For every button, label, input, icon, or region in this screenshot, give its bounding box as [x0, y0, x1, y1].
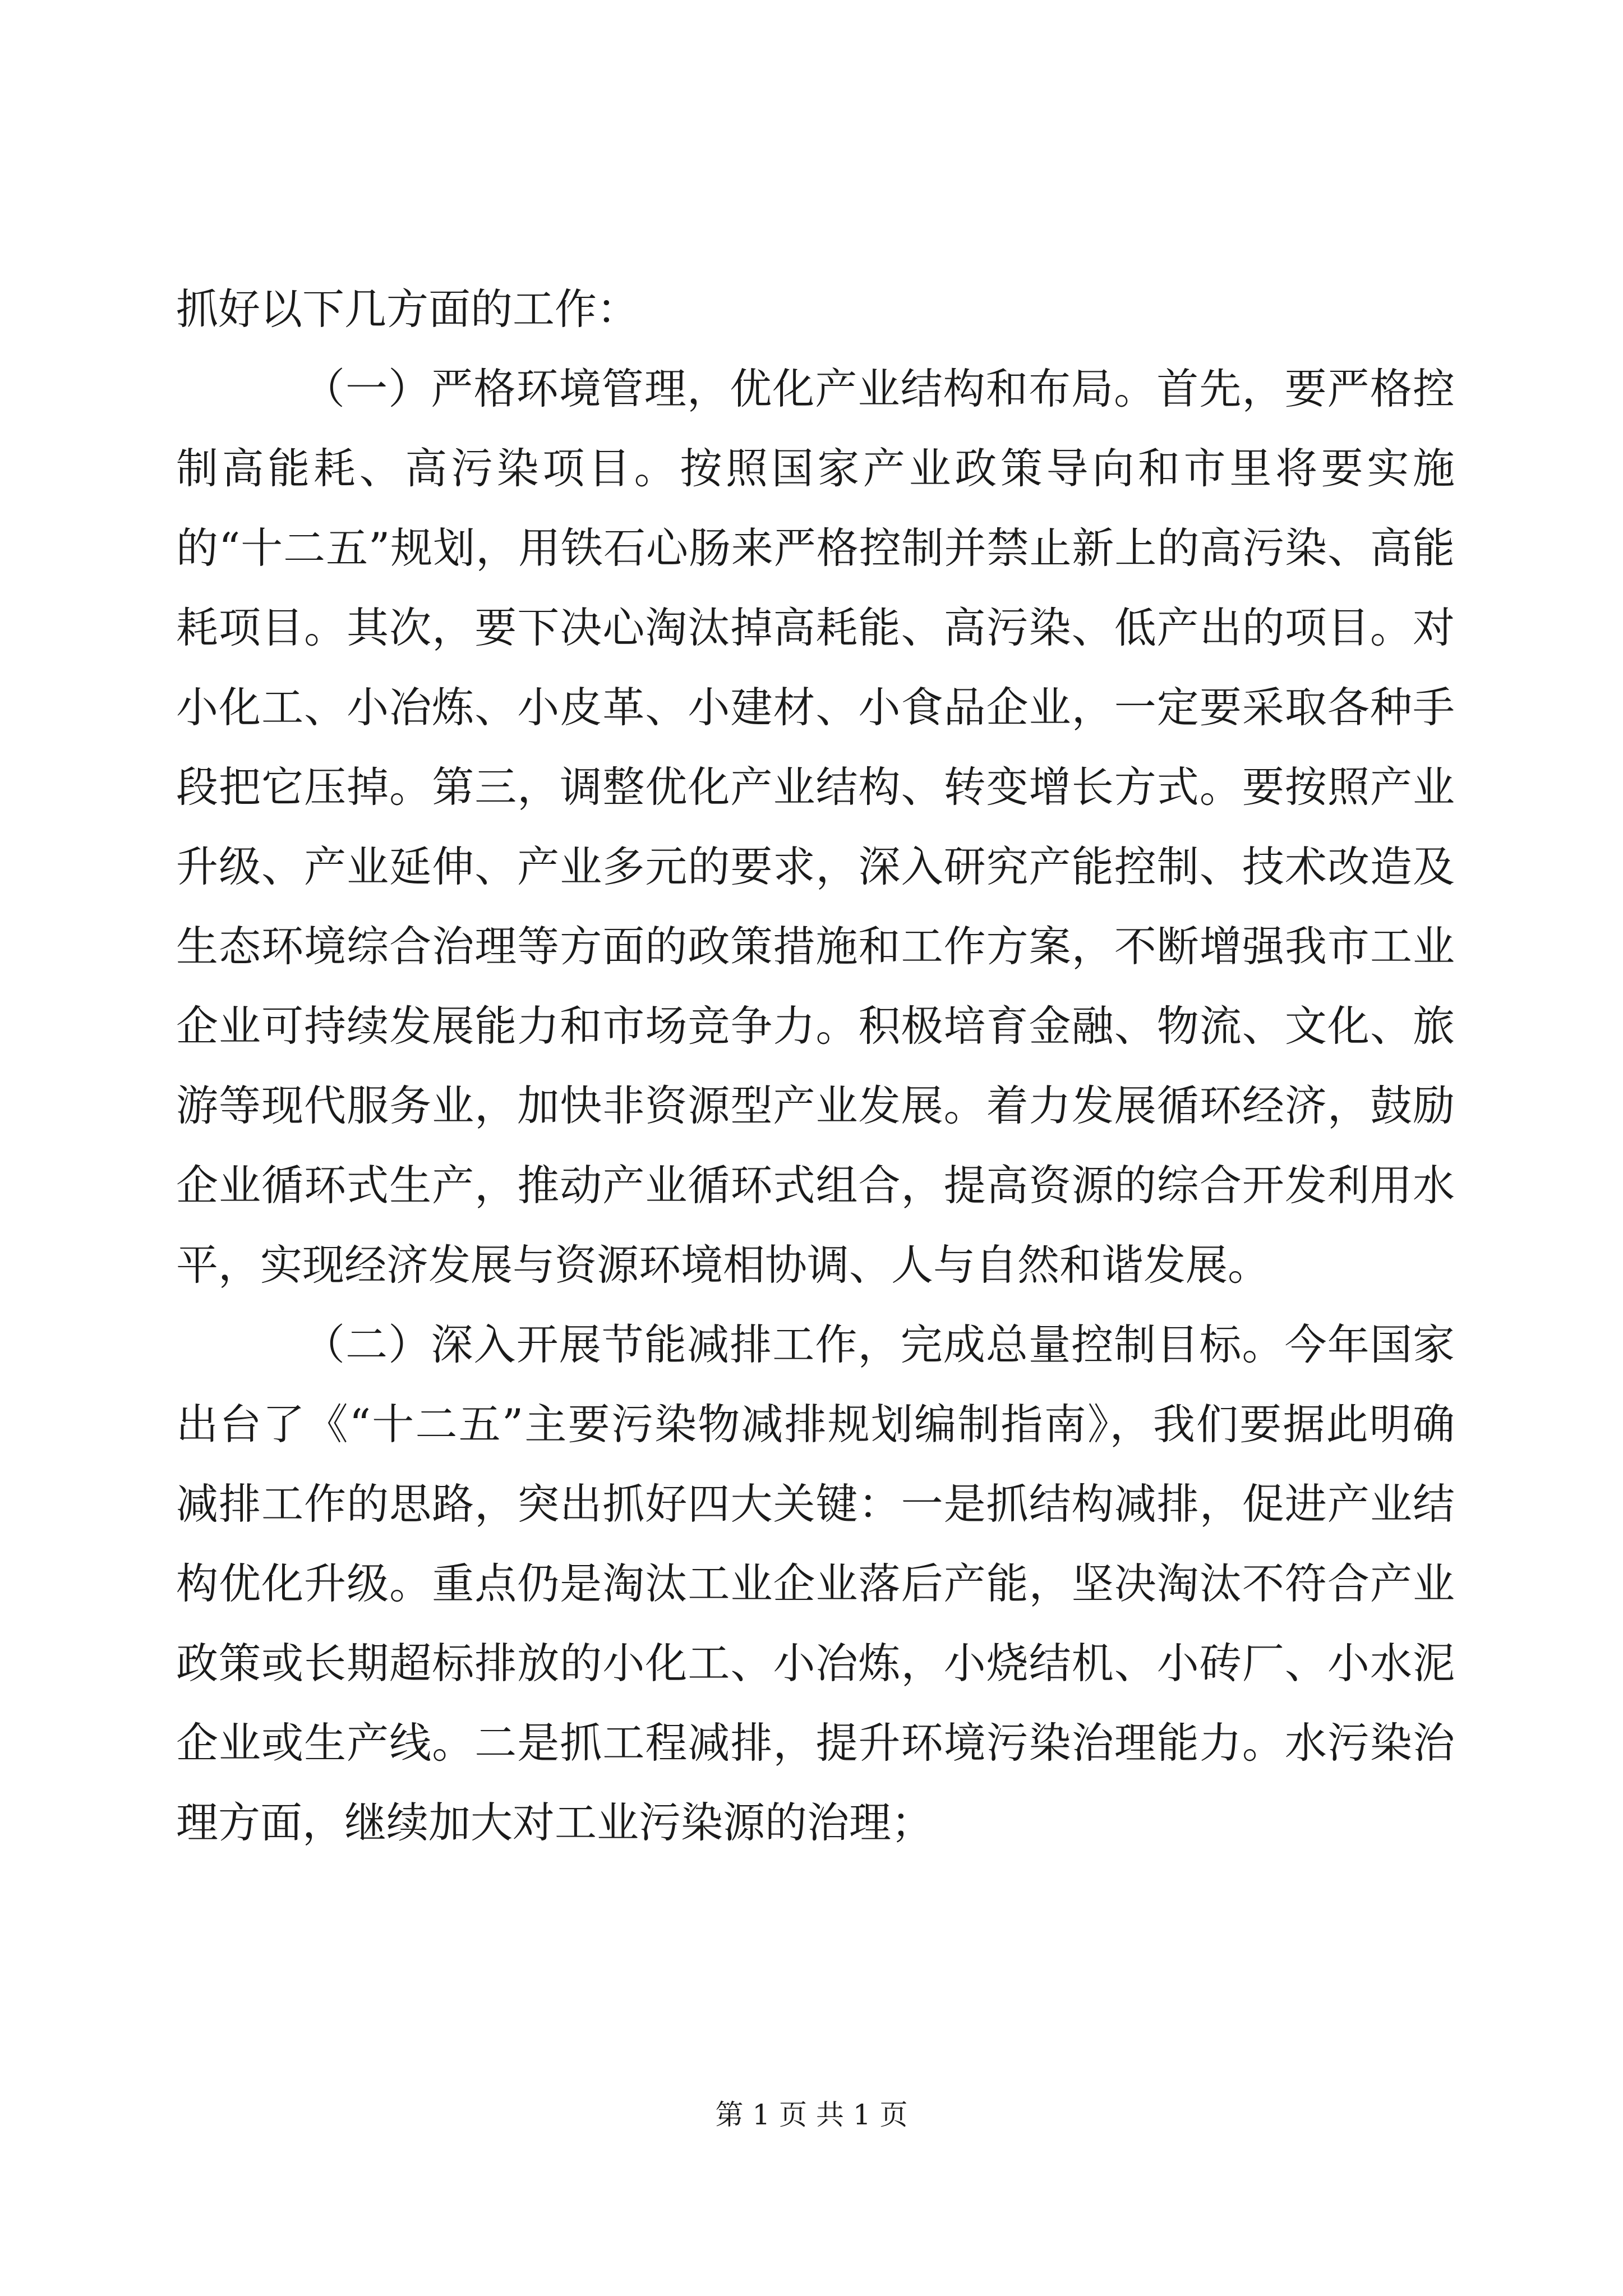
document-body [176, 269, 1455, 1862]
paragraph-section-one: （一）严格环境管理，优化产业结构和布局。首先，要严格控制高能耗、高污染项目。按照国家产业政策导向和市里将要实施的“十二五”规划，用铁石心肠来严格控制并禁止新上的高污染、高能耗项目。其次，要下决心淘汰掉高耗能、高污染、低产出的项目。对小化工、小冶炼、小皮革、小建材、小食品企业，一定要采取各种手段把它压掉。第三，调整优化产业结构、转变增长方式。要按照产业升级、产业延伸、产业多元的要求，深入研究产能控制、技术改造及生态环境综合治理等方面的政策措施和工作方案，不断增强我市工业企业可持续发展能力和市场竞争力。积极培育金融、物流、文化、旅游等现代服务业，加快非资源型产业发展。着力发展循环经济，鼓励企业循环式生产，推动产业循环式组合，提高资源的综合开发利用水平，实现经济发展与资源环境相协调、人与自然和谐发展。 [176, 364, 1455, 1290]
paragraph-intro: 抓好以下几方面的工作： [176, 284, 639, 334]
paragraph-section-two: （二）深入开展节能减排工作，完成总量控制目标。今年国家出台了《“十二五”主要污染物减排规划编制指南》，我们要据此明确减排工作的思路，突出抓好四大关键：一是抓结构减排，促进产业结构优化升级。重点仍是淘汰工业企业落后产能，坚决淘汰不符合产业政策或长期超标排放的小化工、小冶炼，小烧结机、小砖厂、小水泥企业或生产线。二是抓工程减排，提升环境污染治理能力。水污染治理方面，继续加大对工业污染源的治理； [176, 1320, 1455, 1847]
page-footer: 第 1 页 共 1 页 [715, 2099, 908, 2131]
